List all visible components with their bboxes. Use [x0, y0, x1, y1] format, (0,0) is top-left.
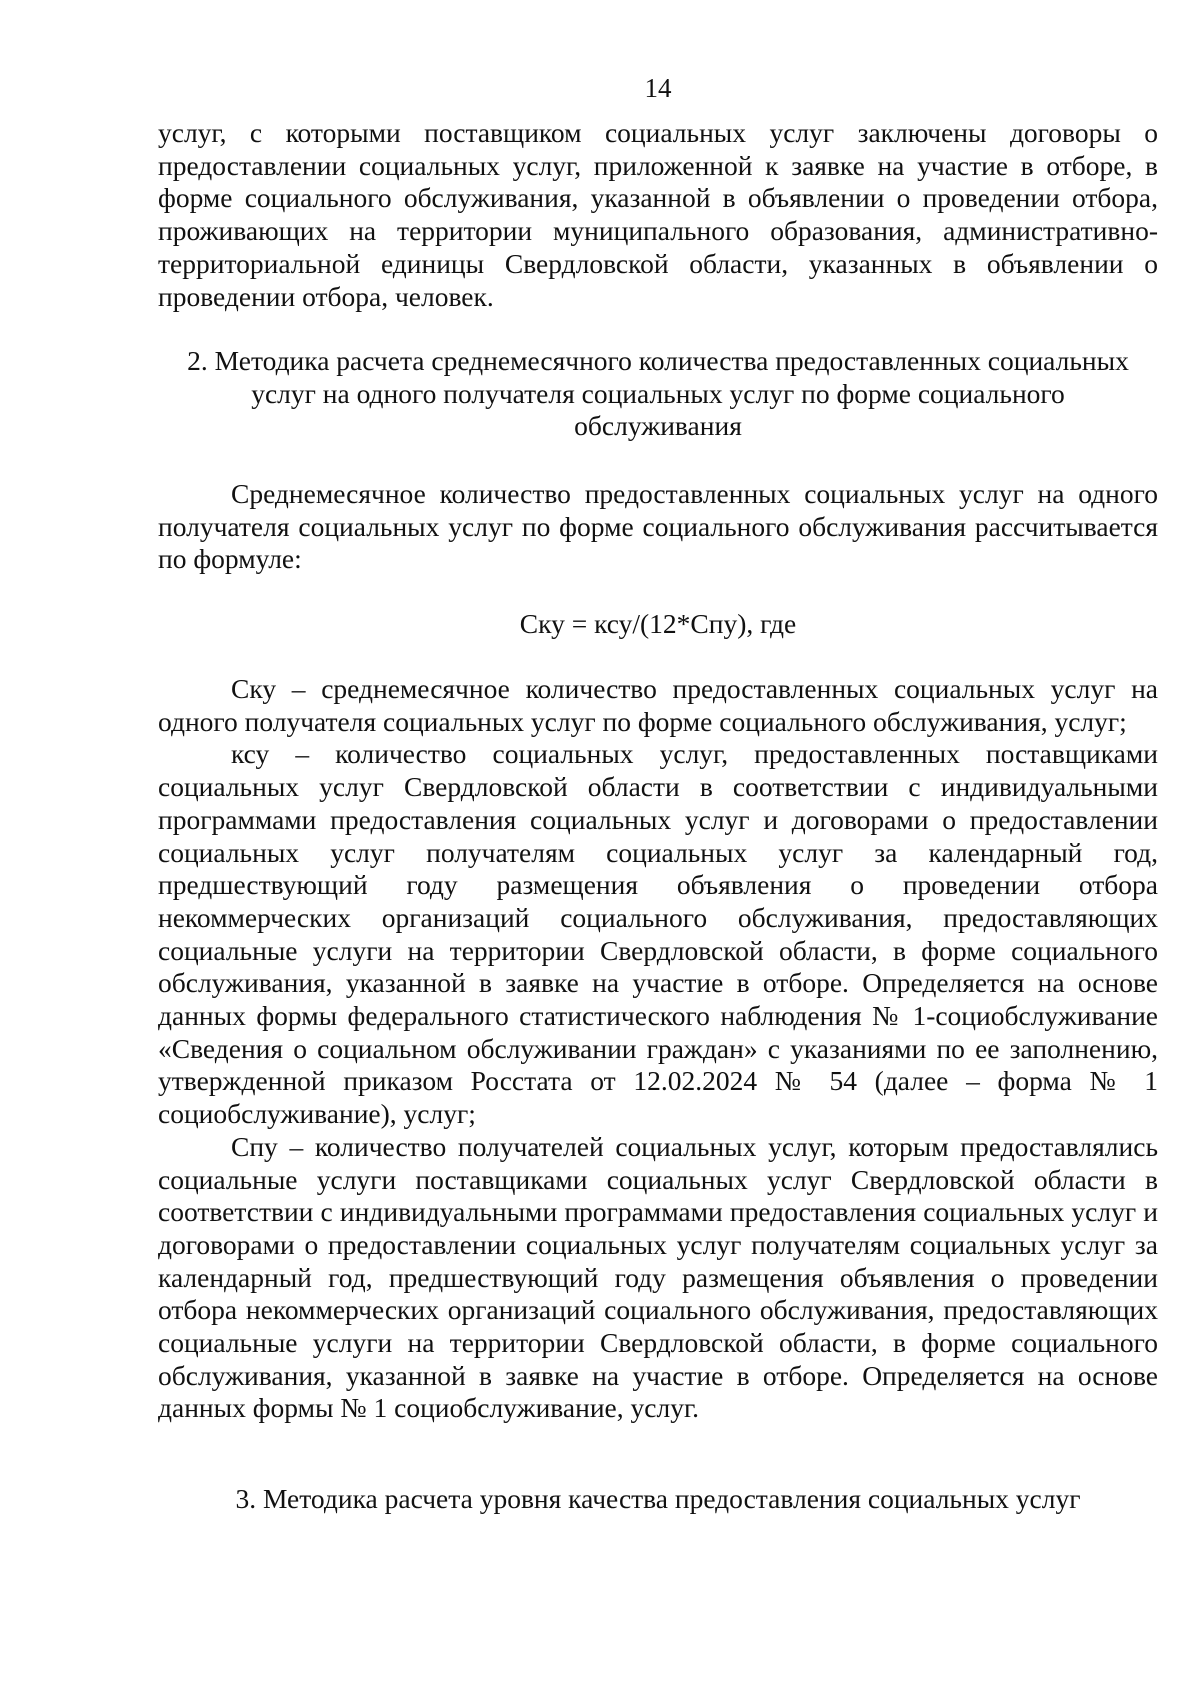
section-2-heading-line-3: обслуживания [574, 410, 742, 442]
intro-paragraph-block [158, 117, 1158, 313]
section-2-intro-block [158, 478, 1158, 576]
definition-ksu: ксу – количество социальных услуг, предоставленных поставщиками социальных услуг Свердловской области в соответствии с индивидуальными программами предоставления социальных услуг и договорами о предоставлении социальных услуг получателям социальных услуг за календарный год, предшествующий году размещения объявления о проведении отбора некоммерческих организаций социального обслуживания, предоставляющих социальные услуги на территории Свердловской области, в форме социального обслуживания, указанной в заявке на участие в отборе. Определяется на основе данных формы федерального статистического наблюдения № 1-социобслуживание «Сведения о социальном обслуживании граждан» с указаниями по ее заполнению, утвержденной приказом Росстата от 12.02.2024 № 54 (далее – форма № 1 социобслуживание), услуг; [158, 738, 1158, 1130]
section-2-heading-line-1: 2. Методика расчета среднемесячного количества предоставленных социальных [187, 345, 1129, 376]
section-2-heading-line-2: услуг на одного получателя социальных услуг по форме социального [251, 377, 1065, 409]
section-2-intro-paragraph: Среднемесячное количество предоставленных социальных услуг на одного получателя социальных услуг по форме социального обслуживания рассчитывается по формуле: [158, 478, 1158, 575]
intro-paragraph: услуг, с которыми поставщиком социальных услуг заключены договоры о предоставлении социальных услуг, приложенной к заявке на участие в отборе, в форме социального обслуживания, указанной в объявлении о проведении отбора, проживающих на территории муниципального образования, административно-территориальной единицы Свердловской области, указанных в объявлении о проведении отбора, человек. [158, 117, 1158, 312]
formula: Cку = ксу/(12*Cпу), где [519, 608, 797, 639]
section-2-heading [158, 345, 1158, 443]
definition-cku: Cку – среднемесячное количество предоставленных социальных услуг на одного получателя социальных услуг по форме социального обслуживания, услуг; [158, 673, 1158, 737]
section-3-heading-text: 3. Методика расчета уровня качества предоставления социальных услуг [235, 1483, 1081, 1514]
definition-cpu: Cпу – количество получателей социальных услуг, которым предоставлялись социальные услуги поставщиками социальных услуг Свердловской области в соответствии с индивидуальными программами предоставления социальных услуг и договорами о предоставлении социальных услуг получателям социальных услуг за календарный год, предшествующий году размещения объявления о проведении отбора некоммерческих организаций социального обслуживания, предоставляющих социальные услуги на территории Свердловской области, в форме социального обслуживания, указанной в заявке на участие в отборе. Определяется на основе данных формы № 1 социобслуживание, услуг. [158, 1130, 1158, 1424]
definitions-block [158, 673, 1158, 1425]
page-number: 14 [644, 73, 672, 103]
section-3-heading [158, 1483, 1158, 1516]
